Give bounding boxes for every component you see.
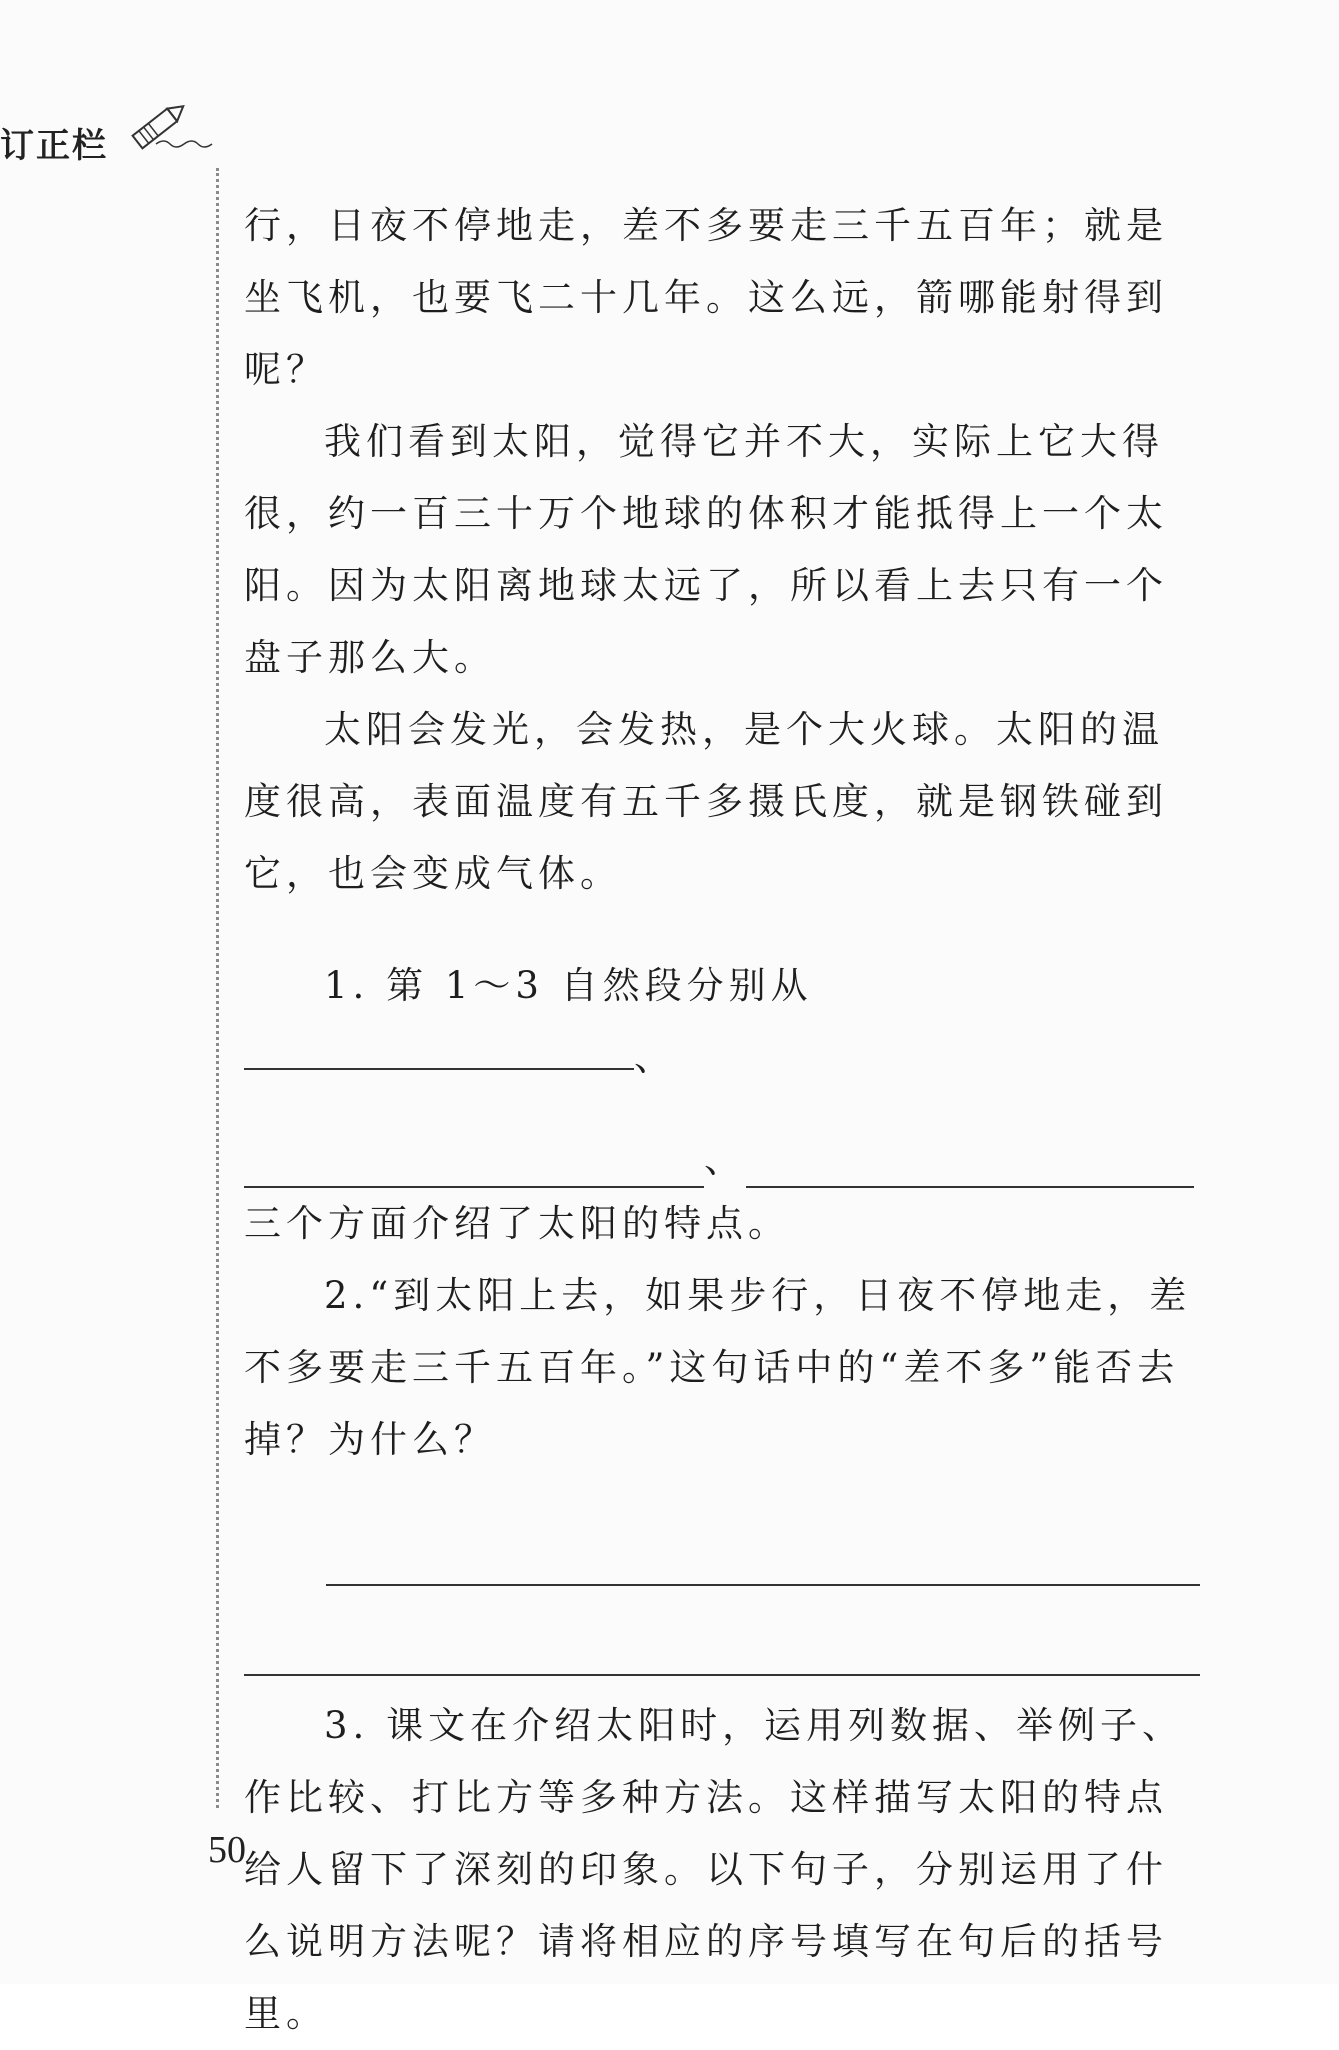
passage-paragraph-3: 太阳会发光，会发热，是个大火球。太阳的温度很高，表面温度有五千多摄氏度，就是钢铁碰到它，也会变成气体。 bbox=[244, 708, 1168, 895]
page-number: 50 bbox=[208, 1829, 246, 1871]
pencil-icon bbox=[118, 96, 218, 156]
question-2-answer-line-2[interactable] bbox=[244, 1618, 1200, 1676]
question-2-answer-row-1 bbox=[244, 1476, 1200, 1586]
question-1-blank-row bbox=[244, 1094, 1200, 1188]
question-2-prompt: 2.“到太阳上去，如果步行，日夜不停地走，差不多要走三千五百年。”这句话中的“差不多”能否去掉？为什么？ bbox=[244, 1274, 1192, 1461]
question-1-prefix: 1. 第 1～3 自然段分别从 bbox=[324, 964, 813, 1007]
blank-separator: 、 bbox=[704, 1138, 746, 1181]
question-1-blank-1[interactable] bbox=[244, 1028, 634, 1070]
question-1-suffix: 三个方面介绍了太阳的特点。 bbox=[244, 1202, 790, 1245]
question-1-blank-2[interactable] bbox=[244, 1130, 704, 1188]
question-2-answer-line-1[interactable] bbox=[326, 1528, 1200, 1586]
page-content bbox=[244, 190, 1200, 2050]
question-3-prompt: 3. 课文在介绍太阳时，运用列数据、举例子、作比较、打比方等多种方法。这样描写太阳的特点给人留下了深刻的印象。以下句子，分别运用了什么说明方法呢？请将相应的序号填写在句后的括号里。 bbox=[244, 1704, 1185, 2035]
blank-separator: 、 bbox=[634, 1036, 676, 1079]
question-1-blank-3[interactable] bbox=[746, 1130, 1194, 1188]
question-1-prompt bbox=[244, 950, 1200, 1094]
margin-dotted-rule bbox=[216, 168, 219, 1808]
correction-column-label: 订正栏 bbox=[0, 126, 108, 166]
question-2-answer-row-2 bbox=[244, 1586, 1200, 1676]
passage-paragraph-1: 行，日夜不停地走，差不多要走三千五百年；就是坐飞机，也要飞二十几年。这么远，箭哪能射得到呢？ bbox=[244, 204, 1168, 391]
passage-paragraph-2: 我们看到太阳，觉得它并不大，实际上它大得很，约一百三十万个地球的体积才能抵得上一个太阳。因为太阳离地球太远了，所以看上去只有一个盘子那么大。 bbox=[244, 420, 1168, 679]
